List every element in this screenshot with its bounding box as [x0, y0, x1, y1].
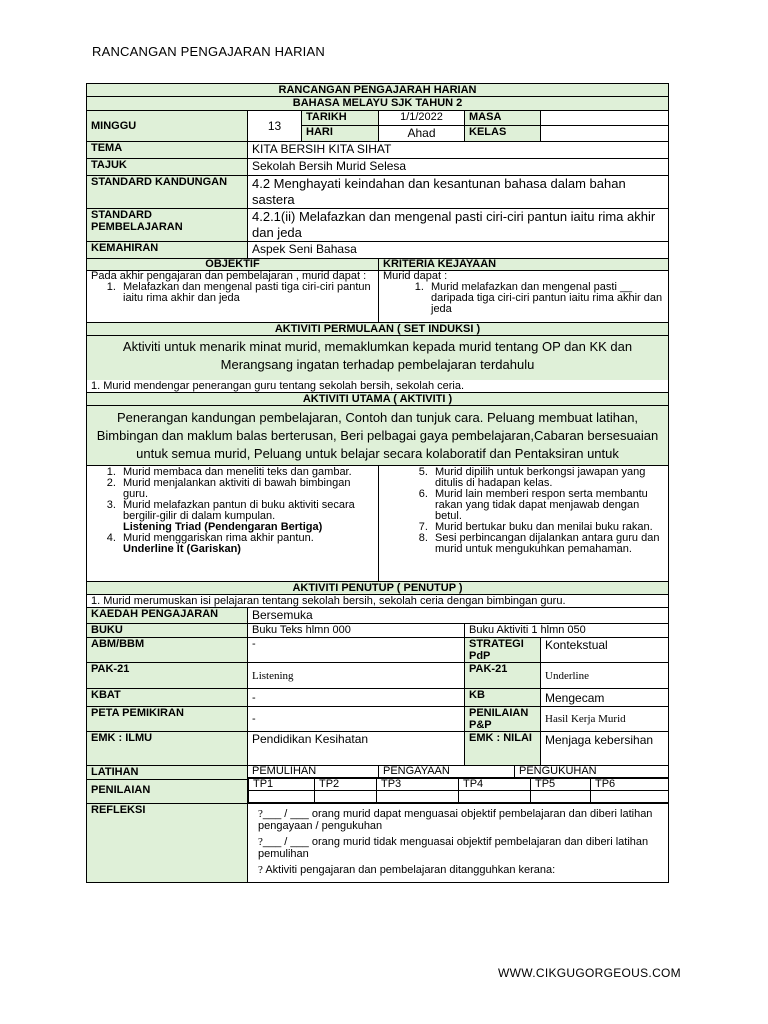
- utama-left-list: [87, 467, 375, 555]
- refleksi-line-1: ?___ / ___ orang murid dapat menguasai objektif pembelajaran dan diberi latihan pengayaan / pengukuhan: [258, 808, 653, 832]
- table-subject: BAHASA MELAYU SJK TAHUN 2: [87, 97, 669, 111]
- latihan-label: LATIHAN: [87, 766, 247, 780]
- checkbox-icon: ?: [258, 836, 263, 848]
- emk-ilmu-value: Pendidikan Kesihatan: [248, 732, 465, 766]
- penilaian-pp-label: PENILAIAN P&P: [465, 707, 541, 732]
- penutup-note: 1. Murid merumuskan isi pelajaran tentang sekolah bersih, sekolah ceria dengan bimbingan guru.: [87, 595, 669, 608]
- abm-label: ABM/BBM: [87, 638, 248, 663]
- penilaian-label: PENILAIAN: [91, 784, 151, 796]
- tp-6: TP6: [591, 779, 669, 791]
- tp-table: [248, 778, 669, 803]
- objektif-item: 1. Melafazkan dan mengenal pasti tiga ciri-ciri pantun iaitu rima akhir dan jeda: [119, 282, 374, 304]
- kriteria-intro: Murid dapat :: [383, 270, 448, 282]
- pak21-label-2: PAK-21: [465, 663, 541, 689]
- permulaan-heading: AKTIVITI PERMULAAN ( SET INDUKSI ): [87, 323, 669, 336]
- utama-right-cell: [379, 466, 669, 582]
- sk-label: STANDARD KANDUNGAN: [87, 176, 248, 209]
- tp-5: TP5: [531, 779, 591, 791]
- lesson-plan-table: [86, 83, 669, 883]
- kaedah-value: Bersemuka: [248, 608, 669, 624]
- refleksi-cell: [248, 804, 669, 883]
- tp-4: TP4: [459, 779, 531, 791]
- objektif-cell: [87, 271, 379, 323]
- hari-label: HARI: [302, 126, 379, 142]
- kelas-value: [541, 126, 669, 142]
- utama-right-item: 5. Murid dipilih untuk berkongsi jawapan yang ditulis di hadapan kelas.: [431, 467, 664, 489]
- peta-value: -: [248, 707, 465, 732]
- tp-3: TP3: [377, 779, 459, 791]
- pak21-value-2: Underline: [541, 663, 669, 689]
- tp-2: TP2: [315, 779, 377, 791]
- utama-left-item: 1. Murid membaca dan meneliti teks dan gambar.: [119, 467, 374, 478]
- permulaan-note: 1. Murid mendengar penerangan guru tentang sekolah bersih, sekolah ceria.: [87, 380, 669, 393]
- latihan-pengayaan: PENGAYAAN: [379, 766, 515, 778]
- kb-value: Mengecam: [541, 689, 669, 707]
- tp-row: [248, 778, 669, 804]
- utama-left-item: 4. Murid menggariskan rima akhir pantun. Underline It (Gariskan): [119, 533, 374, 555]
- emk-ilmu-label: EMK : ILMU: [87, 732, 248, 766]
- buku-teks: Buku Teks hlmn 000: [248, 624, 465, 638]
- kriteria-heading: KRITERIA KEJAYAAN: [379, 259, 669, 271]
- buku-label: BUKU: [87, 624, 248, 638]
- kaedah-label: KAEDAH PENGAJARAN: [87, 608, 248, 624]
- refleksi-label: REFLEKSI: [87, 804, 248, 883]
- refleksi-line-2: ?___ / ___ orang murid tidak menguasai objektif pembelajaran dan diberi latihan pemulihan: [258, 836, 649, 860]
- kriteria-cell: [379, 271, 669, 323]
- pak21-label: PAK-21: [87, 663, 248, 689]
- masa-value: [541, 111, 669, 126]
- latihan-pengukuhan: PENGUKUHAN: [515, 766, 669, 778]
- abm-value: -: [248, 638, 465, 663]
- sk-value: 4.2 Menghayati keindahan dan kesantunan bahasa dalam bahan sastera: [248, 176, 669, 209]
- kbat-value: -: [248, 689, 465, 707]
- tp-1: TP1: [249, 779, 315, 791]
- sp-label: STANDARD PEMBELAJARAN: [87, 209, 248, 242]
- kelas-label: KELAS: [465, 126, 541, 142]
- tema-value: KITA BERSIH KITA SIHAT: [248, 142, 669, 159]
- table-title: RANCANGAN PENGAJARAH HARIAN: [87, 84, 669, 97]
- minggu-label: MINGGU: [87, 111, 248, 142]
- utama-right-list: [383, 467, 664, 555]
- strategi-label: STRATEGI PdP: [465, 638, 541, 663]
- utama-left-item: 3. Murid melafazkan pantun di buku aktiviti secara bergilir-gilir di dalam kumpulan. Listening Triad (Pendengaran Bertiga): [119, 500, 374, 533]
- kemahiran-label: KEMAHIRAN: [87, 242, 248, 259]
- latihan-pemulihan: PEMULIHAN: [248, 766, 379, 778]
- tajuk-value: Sekolah Bersih Murid Selesa: [248, 159, 669, 176]
- kbat-label: KBAT: [87, 689, 248, 707]
- sp-value: 4.2.1(ii) Melafazkan dan mengenal pasti ciri-ciri pantun iaitu rima akhir dan jeda: [248, 209, 669, 242]
- utama-right-item: 7. Murid bertukar buku dan menilai buku rakan.: [431, 522, 664, 533]
- penutup-heading: AKTIVITI PENUTUP ( PENUTUP ): [87, 582, 669, 595]
- strategi-value: Kontekstual: [541, 638, 669, 663]
- utama-left-cell: [87, 466, 379, 582]
- tarikh-label: TARIKH: [302, 111, 379, 126]
- objektif-intro: Pada akhir pengajaran dan pembelajaran , murid dapat :: [91, 270, 367, 282]
- emk-nilai-value: Menjaga kebersihan: [541, 732, 669, 766]
- objektif-heading: OBJEKTIF: [87, 259, 379, 271]
- permulaan-desc: Aktiviti untuk menarik minat murid, memaklumkan kepada murid tentang OP dan KK dan Merangsang ingatan terhadap pembelajaran terdahulu: [87, 336, 669, 380]
- buku-aktiviti: Buku Aktiviti 1 hlmn 050: [465, 624, 669, 638]
- tajuk-label: TAJUK: [87, 159, 248, 176]
- kb-label: KB: [465, 689, 541, 707]
- refleksi-line-3: ? Aktiviti pengajaran dan pembelajaran ditangguhkan kerana:: [258, 864, 556, 876]
- peta-label: PETA PEMIKIRAN: [87, 707, 248, 732]
- emk-nilai-label: EMK : NILAI: [465, 732, 541, 766]
- document-header: RANCANGAN PENGAJARAN HARIAN: [92, 44, 325, 59]
- pak21-value: Listening: [248, 663, 465, 689]
- utama-heading: AKTIVITI UTAMA ( AKTIVITI ): [87, 393, 669, 406]
- footer-url: WWW.CIKGUGORGEOUS.COM: [498, 966, 681, 980]
- utama-desc: Penerangan kandungan pembelajaran, Contoh dan tunjuk cara. Peluang membuat latihan, Bimbingan dan maklum balas berterusan, Beri pelbagai gaya pembelajaran,Cabaran bersesuaian untuk semua murid, Peluang untuk belajar secara kolaboratif dan Pentaksiran untuk: [87, 406, 669, 466]
- utama-left-item: 2. Murid menjalankan aktiviti di bawah bimbingan guru.: [119, 478, 374, 500]
- tema-label: TEMA: [87, 142, 248, 159]
- kemahiran-value: Aspek Seni Bahasa: [248, 242, 669, 259]
- latihan-penilaian-cell: [87, 766, 248, 804]
- minggu-value: 13: [248, 111, 302, 142]
- checkbox-icon: ?: [258, 808, 263, 820]
- utama-right-item: 8. Sesi perbincangan dijalankan antara guru dan murid untuk mengukuhkan pemahaman.: [431, 533, 664, 555]
- masa-label: MASA: [465, 111, 541, 126]
- checkbox-icon: ?: [258, 864, 263, 876]
- penilaian-pp-value: Hasil Kerja Murid: [541, 707, 669, 732]
- kriteria-item: 1. Murid melafazkan dan mengenal pasti __ daripada tiga ciri-ciri pantun iaitu rima akhir dan jeda: [427, 282, 664, 315]
- tarikh-value: 1/1/2022: [379, 111, 465, 126]
- hari-value: Ahad: [379, 126, 465, 142]
- utama-right-item: 6. Murid lain memberi respon serta membantu rakan yang tidak dapat menjawab dengan betul.: [431, 489, 664, 522]
